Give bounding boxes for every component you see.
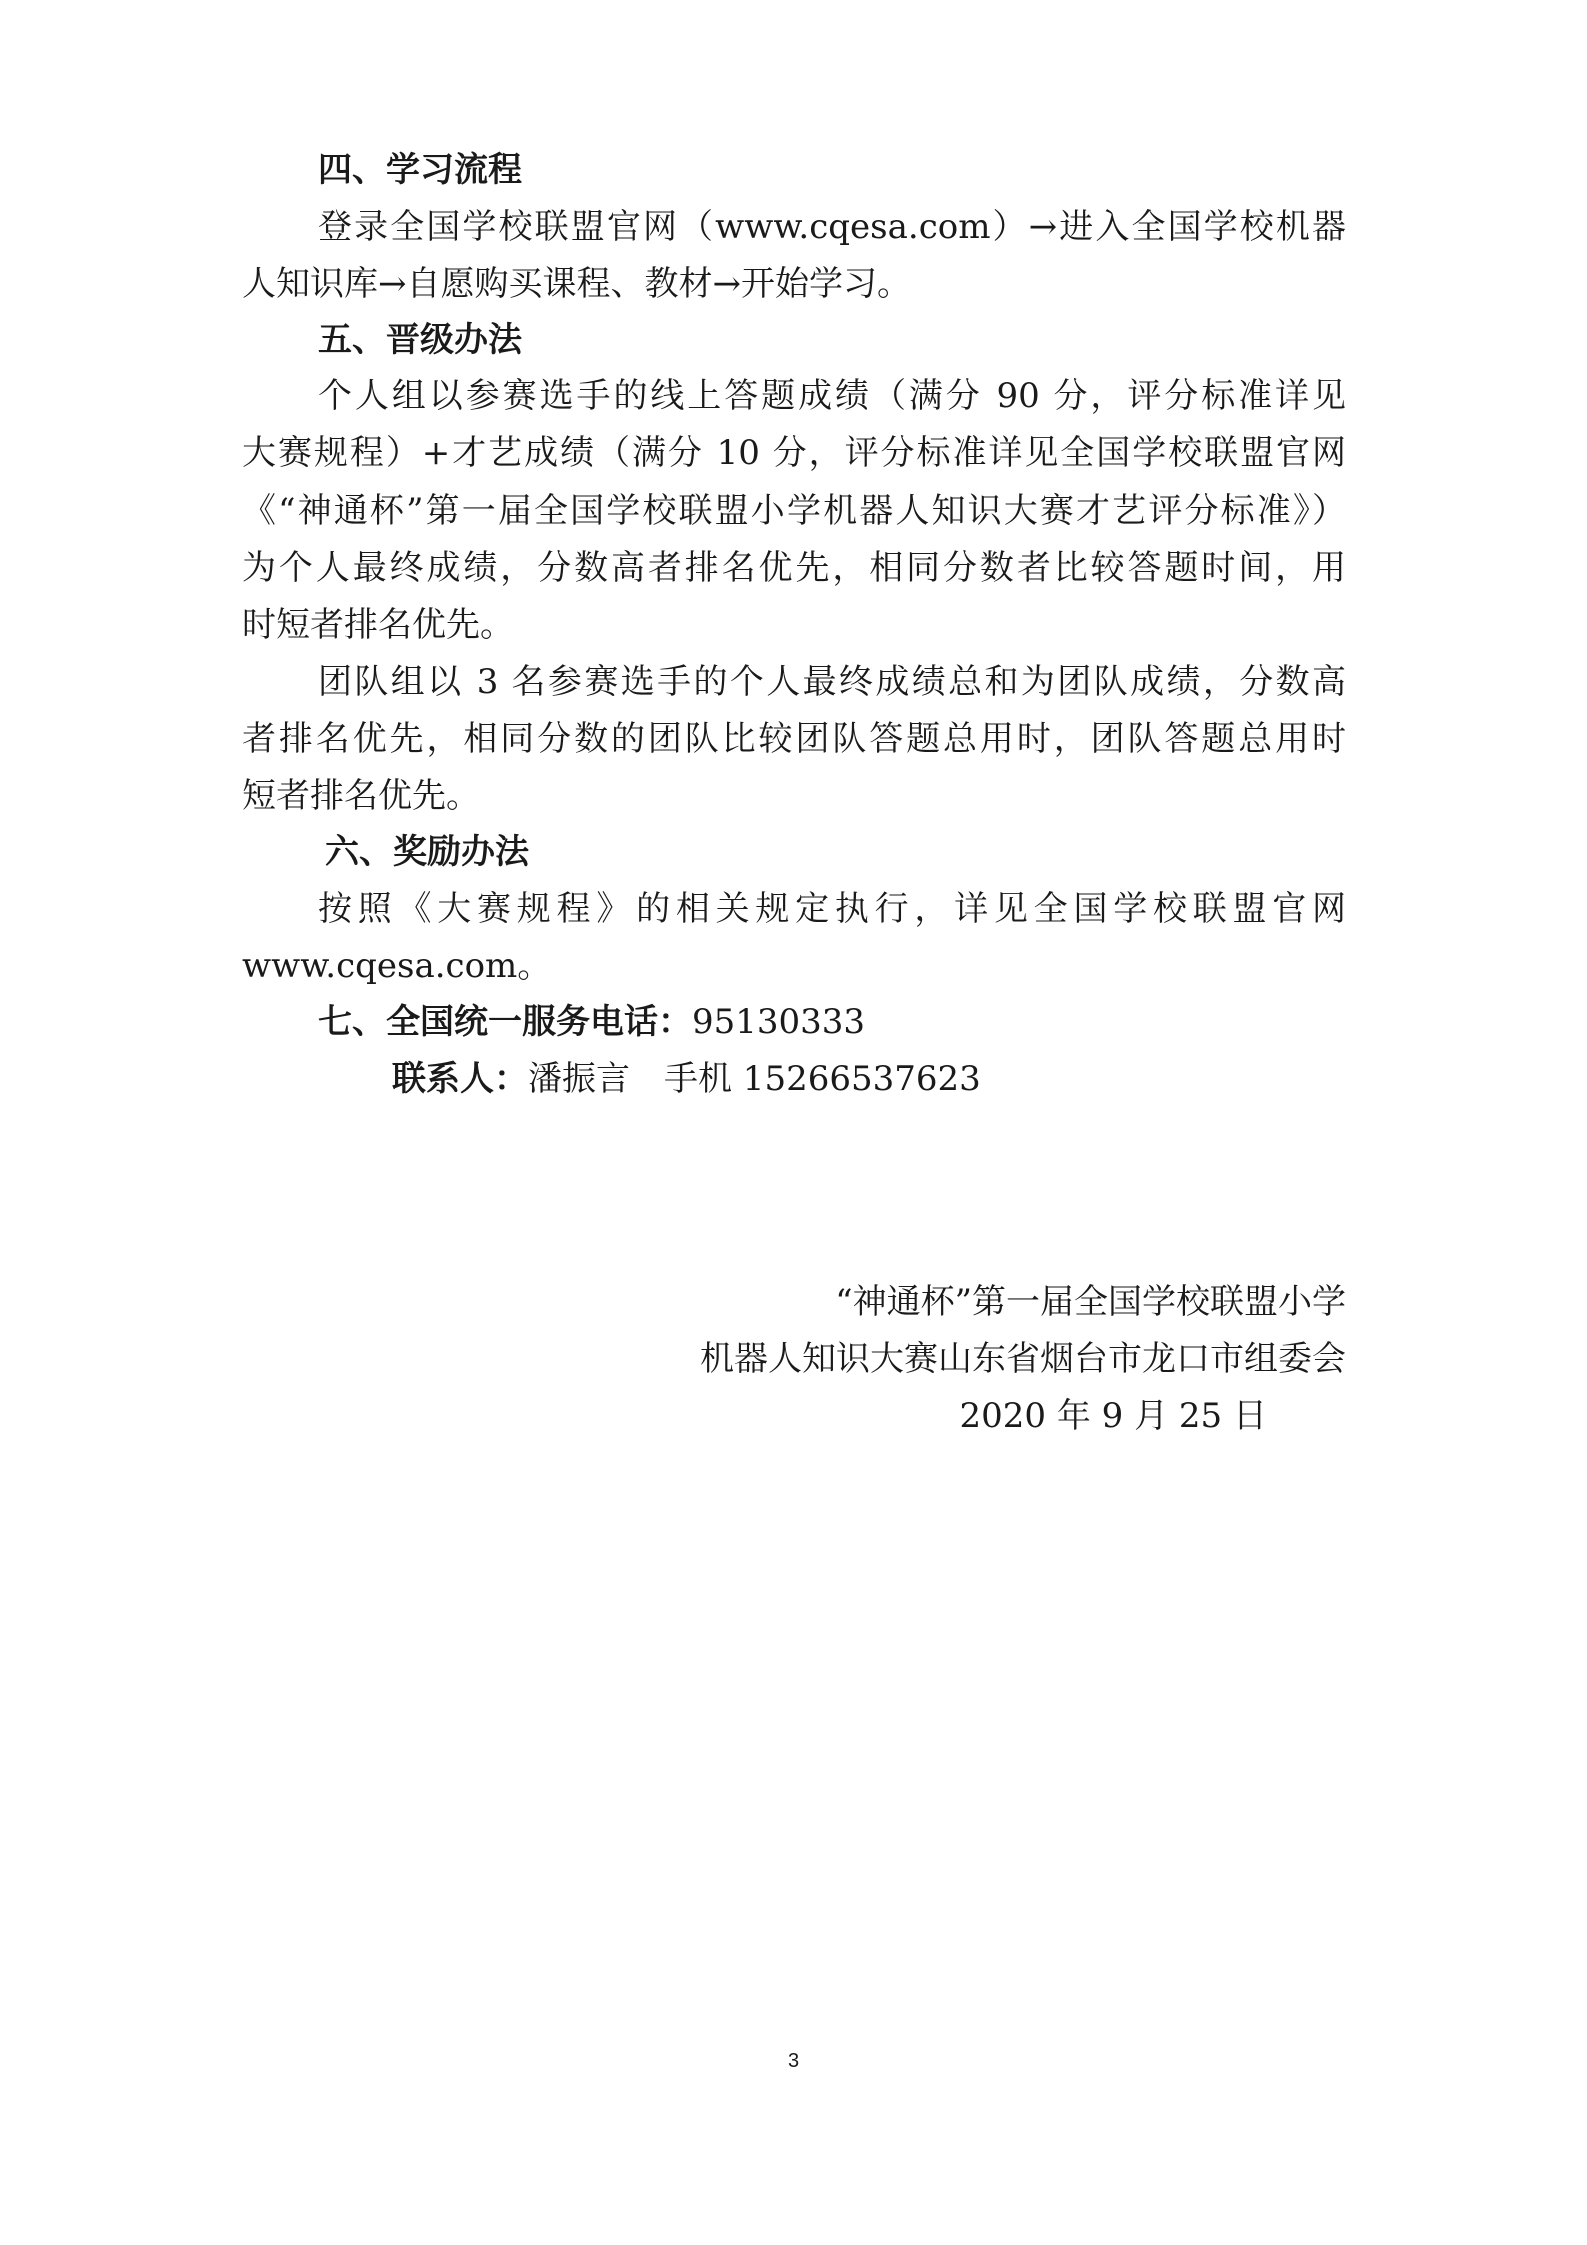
service-phone: 95130333 — [692, 1002, 866, 1042]
promotion-para2-line-1: 团队组以 3 名参赛选手的个人最终成绩总和为团队成绩，分数高 — [318, 662, 1346, 702]
section-heading-study: 四、学习流程 — [318, 150, 522, 190]
contact-value: 潘振言 手机 15266537623 — [528, 1059, 981, 1099]
promotion-para1-line-5: 时短者排名优先。 — [242, 605, 514, 645]
reward-line-2: www.cqesa.com。 — [242, 946, 552, 986]
signature-date: 2020 年 9 月 25 日 — [959, 1396, 1267, 1436]
promotion-para2-line-3: 短者排名优先。 — [242, 776, 480, 816]
section-heading-service: 七、全国统一服务电话： — [318, 1002, 692, 1042]
contact-line — [392, 1057, 981, 1101]
promotion-para1-line-4: 为个人最终成绩，分数高者排名优先，相同分数者比较答题时间，用 — [242, 548, 1346, 588]
signature-org-line-2: 机器人知识大赛山东省烟台市龙口市组委会 — [700, 1339, 1346, 1379]
signature-org-line-1: “神通杯”第一届全国学校联盟小学 — [835, 1282, 1346, 1322]
section-heading-reward: 六、奖励办法 — [325, 832, 529, 872]
promotion-para2-line-2: 者排名优先，相同分数的团队比较团队答题总用时，团队答题总用时 — [242, 719, 1346, 759]
promotion-para1-line-1: 个人组以参赛选手的线上答题成绩（满分 90 分，评分标准详见 — [318, 376, 1346, 416]
section-heading-promotion: 五、晋级办法 — [318, 320, 522, 360]
promotion-para1-line-3: 《“神通杯”第一届全国学校联盟小学机器人知识大赛才艺评分标准》） — [242, 491, 1346, 531]
study-line-2: 人知识库→自愿购买课程、教材→开始学习。 — [242, 264, 911, 304]
contact-label: 联系人： — [392, 1059, 528, 1099]
reward-line-1: 按照《大赛规程》的相关规定执行，详见全国学校联盟官网 — [318, 889, 1346, 929]
promotion-para1-line-2: 大赛规程）+才艺成绩（满分 10 分，评分标准详见全国学校联盟官网 — [242, 433, 1346, 473]
page-number: 3 — [787, 2050, 800, 2072]
study-line-1: 登录全国学校联盟官网（www.cqesa.com）→进入全国学校机器 — [318, 207, 1346, 247]
service-line — [318, 1000, 865, 1044]
